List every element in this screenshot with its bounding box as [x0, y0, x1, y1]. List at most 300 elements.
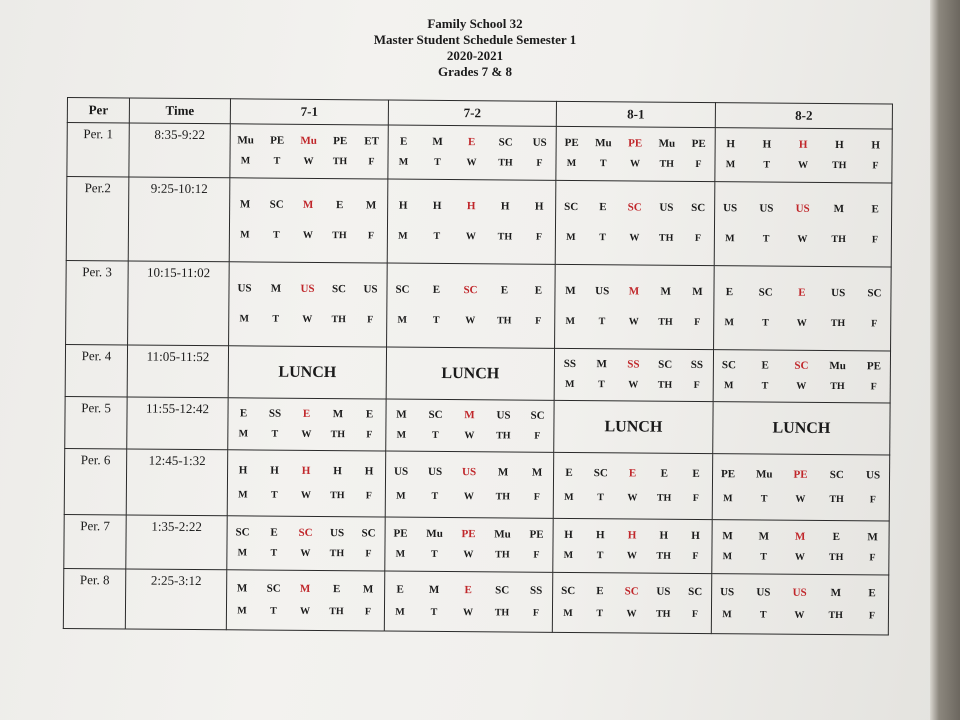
day-label: M	[564, 492, 574, 504]
class-cell	[715, 128, 892, 183]
subject-row	[389, 135, 556, 148]
period-time: 10:15-11:02	[128, 261, 230, 346]
day-label: TH	[830, 381, 845, 393]
subject-code: PE	[866, 360, 881, 373]
day-label: F	[692, 493, 699, 505]
subject-code: US	[461, 465, 477, 478]
day-label: W	[299, 606, 311, 618]
subject-code: Mu	[756, 468, 773, 481]
subject-code: M	[396, 408, 407, 421]
subject-code: US	[756, 586, 771, 599]
day-row	[712, 609, 888, 621]
subject-code: SC	[235, 525, 250, 539]
subject-code: SC	[266, 582, 281, 595]
subject-code: SC	[428, 408, 443, 421]
subject-code: E	[761, 359, 769, 372]
day-row	[228, 490, 385, 502]
table-row	[66, 260, 892, 350]
day-label: M	[398, 156, 409, 168]
subject-row	[386, 409, 553, 422]
day-label: W	[466, 157, 477, 169]
day-label: W	[463, 491, 474, 503]
day-row	[715, 233, 891, 245]
day-row	[556, 232, 714, 244]
col-header-7-2: 7-2	[388, 100, 556, 126]
subject-code: SC	[691, 201, 706, 214]
subject-row	[715, 202, 891, 215]
class-cell	[388, 125, 556, 180]
subject-code: SC	[624, 585, 639, 598]
day-label: TH	[659, 158, 674, 171]
subject-code: E	[798, 286, 806, 299]
subject-code: H	[762, 138, 772, 151]
subject-row	[386, 527, 553, 540]
subject-code: M	[867, 530, 878, 544]
period-label: Per. 8	[63, 568, 125, 628]
day-label: F	[536, 158, 543, 170]
subject-code: M	[628, 285, 640, 298]
table-row	[66, 177, 892, 267]
period-time: 11:05-11:52	[127, 345, 228, 398]
subject-code: M	[758, 530, 770, 543]
subject-row	[714, 359, 890, 372]
subject-code: SC	[829, 468, 844, 481]
subject-code: Mu	[300, 134, 317, 147]
class-cell	[227, 450, 386, 517]
subject-code: US	[532, 136, 547, 149]
subject-code: US	[831, 286, 846, 299]
class-cell	[229, 262, 388, 347]
day-label: T	[596, 550, 604, 562]
day-row	[385, 607, 552, 619]
day-label: M	[237, 605, 247, 617]
class-cell	[230, 124, 388, 179]
subject-row	[557, 137, 715, 150]
day-label: F	[869, 494, 876, 506]
day-label: T	[272, 313, 280, 325]
day-label: W	[629, 232, 640, 244]
subject-code: E	[534, 284, 543, 297]
subject-code: SC	[658, 358, 673, 371]
day-label: W	[626, 550, 637, 562]
table-row	[64, 514, 889, 574]
day-label: F	[534, 430, 541, 442]
day-label: F	[533, 549, 540, 562]
subject-code: M	[299, 582, 311, 595]
day-label: F	[695, 159, 702, 171]
day-label: W	[626, 608, 637, 620]
subject-code: SC	[331, 282, 347, 295]
day-label: W	[463, 549, 474, 561]
day-label: TH	[656, 550, 671, 563]
day-label: T	[270, 547, 278, 559]
subject-code: M	[464, 409, 475, 422]
subject-code: SC	[395, 283, 410, 296]
subject-code: Mu	[494, 528, 511, 541]
day-label: T	[431, 491, 439, 503]
subject-code: PE	[793, 468, 808, 481]
day-label: F	[532, 607, 540, 620]
class-cell	[712, 454, 890, 521]
day-label: M	[240, 229, 250, 241]
day-row	[227, 606, 384, 618]
subject-code: E	[270, 526, 278, 539]
period-label: Per. 1	[67, 123, 129, 177]
day-label: T	[270, 489, 278, 501]
day-label: TH	[495, 549, 510, 561]
day-label: TH	[658, 316, 673, 329]
subject-code: US	[656, 585, 671, 598]
day-label: TH	[829, 494, 844, 506]
day-label: M	[563, 608, 573, 620]
subject-row	[228, 526, 385, 539]
day-label: T	[431, 429, 439, 441]
subject-code: M	[497, 466, 509, 479]
class-cell	[228, 398, 386, 451]
day-label: TH	[498, 157, 513, 169]
day-label: M	[395, 548, 406, 560]
day-row	[387, 315, 554, 327]
class-cell	[227, 516, 385, 571]
day-label: F	[367, 314, 374, 326]
subject-code: H	[238, 464, 248, 477]
subject-code: E	[365, 408, 374, 421]
day-label: W	[301, 428, 312, 440]
subject-code: PE	[564, 136, 579, 149]
subject-row	[385, 583, 552, 596]
day-label: F	[367, 230, 375, 242]
day-label: M	[396, 429, 407, 441]
subject-code: SC	[463, 283, 478, 296]
day-label: TH	[656, 492, 672, 505]
subject-code: M	[362, 582, 374, 596]
day-label: W	[300, 490, 311, 502]
day-label: TH	[330, 490, 345, 502]
day-label: F	[869, 552, 876, 564]
subject-code: SC	[593, 466, 608, 479]
day-label: W	[627, 492, 638, 504]
day-label: F	[868, 610, 876, 622]
subject-row	[227, 582, 384, 595]
subject-code: SS	[268, 407, 282, 420]
class-cell	[553, 518, 712, 573]
day-row	[386, 430, 553, 442]
day-label: F	[365, 548, 372, 560]
day-label: M	[722, 609, 732, 621]
day-row	[553, 608, 711, 620]
subject-code: US	[720, 585, 735, 598]
day-label: W	[629, 158, 641, 170]
day-label: TH	[496, 430, 511, 442]
subject-code: E	[467, 135, 476, 148]
day-label: TH	[830, 318, 846, 330]
class-cell	[711, 574, 888, 635]
day-row	[229, 314, 386, 326]
day-row	[388, 157, 555, 169]
subject-code: PE	[628, 137, 643, 150]
day-row	[386, 491, 553, 503]
period-time: 2:25-3:12	[125, 569, 226, 630]
day-label: F	[535, 315, 542, 328]
subject-code: M	[428, 583, 440, 596]
day-label: M	[238, 489, 248, 501]
subject-code: SC	[758, 286, 773, 299]
day-label: W	[628, 316, 639, 328]
day-row	[228, 428, 385, 440]
subject-row	[716, 138, 892, 151]
day-label: TH	[496, 315, 512, 327]
table-row	[64, 448, 889, 520]
subject-code: SC	[627, 201, 642, 214]
class-cell	[714, 182, 892, 267]
day-label: T	[434, 157, 441, 169]
subject-code: Mu	[426, 527, 443, 540]
day-label: TH	[329, 606, 344, 618]
day-label: W	[465, 315, 476, 327]
col-header-8-1: 8-1	[556, 101, 715, 127]
day-label: M	[566, 158, 577, 170]
day-row	[230, 156, 387, 168]
subject-row	[554, 528, 712, 541]
day-row	[555, 379, 713, 391]
day-label: F	[533, 491, 540, 504]
class-cell	[555, 264, 715, 349]
day-label: W	[794, 552, 805, 564]
day-label: T	[430, 607, 438, 619]
subject-code: H	[726, 137, 735, 150]
schedule-table	[63, 97, 893, 635]
subject-code: SC	[361, 526, 376, 540]
subject-code: E	[432, 283, 441, 296]
table-row	[67, 123, 892, 183]
class-cell	[552, 572, 711, 633]
day-label: W	[300, 548, 311, 560]
day-label: F	[368, 156, 375, 168]
subject-code: SC	[561, 584, 576, 597]
period-label: Per. 6	[64, 448, 127, 514]
day-label: W	[796, 380, 807, 392]
period-time: 9:25-10:12	[128, 177, 230, 262]
subject-code: SC	[564, 200, 579, 213]
subject-code: E	[239, 407, 248, 420]
day-row	[385, 549, 552, 561]
subject-code: E	[332, 582, 341, 595]
subject-code: SS	[627, 358, 640, 371]
subject-code: H	[627, 529, 637, 542]
subject-code: E	[335, 198, 344, 211]
day-label: T	[762, 317, 769, 329]
day-label: M	[725, 159, 736, 171]
subject-code: H	[534, 200, 544, 213]
subject-code: US	[595, 284, 610, 297]
period-label: Per. 7	[64, 514, 126, 568]
day-label: T	[760, 551, 768, 563]
day-label: M	[565, 316, 576, 328]
period-time: 8:35-9:22	[129, 123, 230, 178]
subject-row	[230, 198, 387, 211]
subject-row	[228, 464, 385, 477]
subject-code: H	[301, 464, 311, 477]
subject-code: M	[365, 199, 377, 212]
subject-code: M	[660, 285, 671, 298]
day-row	[714, 380, 890, 392]
subject-row	[554, 466, 712, 479]
col-header-7-1: 7-1	[230, 99, 388, 125]
subject-code: PE	[333, 134, 348, 147]
subject-code: E	[871, 202, 879, 216]
day-label: F	[870, 381, 877, 393]
day-label: T	[763, 159, 771, 171]
subject-row	[388, 199, 555, 212]
subject-row	[229, 282, 386, 295]
day-label: F	[871, 318, 878, 330]
subject-code: E	[628, 467, 637, 480]
subject-code: US	[865, 468, 881, 482]
day-label: TH	[329, 548, 345, 560]
day-label: T	[433, 231, 441, 243]
day-label: TH	[655, 608, 671, 621]
school-name: Family School 32	[427, 16, 523, 31]
day-label: T	[761, 380, 769, 392]
subject-code: ET	[364, 134, 380, 148]
day-label: F	[872, 160, 879, 172]
class-cell	[384, 571, 552, 632]
subject-code: US	[723, 201, 738, 214]
subject-code: H	[364, 465, 374, 478]
subject-code: M	[239, 198, 251, 211]
subject-code: SC	[530, 409, 545, 422]
subject-code: M	[531, 466, 543, 479]
day-label: TH	[828, 610, 843, 622]
period-time: 11:55-12:42	[127, 397, 228, 450]
grades-label: Grades 7 & 8	[437, 64, 513, 79]
subject-code: E	[464, 583, 472, 596]
subject-code: H	[798, 138, 808, 151]
day-row	[715, 159, 891, 171]
day-label: F	[365, 490, 372, 502]
day-label: M	[238, 428, 249, 440]
subject-code: M	[270, 282, 282, 295]
day-label: TH	[497, 231, 513, 243]
day-label: TH	[494, 607, 510, 619]
day-label: T	[271, 428, 279, 440]
day-label: W	[303, 156, 314, 168]
subject-code: M	[565, 284, 576, 297]
subject-code: E	[396, 583, 404, 596]
schedule-header	[0, 16, 950, 80]
day-label: W	[462, 607, 474, 619]
subject-row	[387, 283, 554, 296]
day-label: M	[395, 606, 405, 618]
subject-code: M	[794, 530, 806, 543]
day-label: TH	[495, 491, 511, 503]
day-label: W	[796, 318, 807, 330]
subject-code: H	[432, 199, 442, 212]
day-label: W	[464, 430, 475, 442]
subject-code: E	[725, 285, 734, 298]
day-label: TH	[331, 314, 347, 326]
class-cell	[385, 517, 553, 572]
subject-code: M	[302, 198, 314, 211]
subject-code: H	[500, 200, 510, 213]
day-label: T	[270, 605, 277, 617]
day-row	[713, 493, 889, 505]
subject-row	[228, 407, 385, 420]
day-label: W	[628, 379, 639, 391]
class-cell	[556, 126, 715, 181]
subject-code: H	[564, 528, 573, 541]
subject-row	[713, 468, 889, 481]
class-cell	[555, 180, 715, 265]
day-label: T	[273, 229, 280, 241]
day-label: W	[797, 234, 808, 246]
period-label: Per. 5	[65, 396, 127, 448]
subject-code: SS	[563, 357, 577, 371]
subject-code: E	[660, 467, 669, 480]
lunch-cell: LUNCH	[386, 347, 554, 400]
subject-code: US	[496, 409, 511, 422]
subject-code: Mu	[595, 136, 612, 149]
class-cell	[714, 266, 892, 351]
subject-row	[713, 530, 889, 543]
day-label: TH	[330, 429, 346, 441]
day-label: M	[566, 232, 576, 244]
subject-row	[386, 465, 553, 478]
col-header-per: Per	[67, 98, 129, 123]
subject-code: PE	[393, 527, 408, 540]
day-label: M	[239, 313, 250, 325]
day-row	[388, 231, 555, 243]
day-label: W	[794, 610, 805, 622]
subject-code: US	[363, 282, 378, 296]
day-label: M	[564, 378, 575, 390]
subject-code: M	[692, 285, 703, 298]
subject-code: PE	[529, 528, 544, 541]
school-year: 2020-2021	[446, 48, 504, 63]
subject-code: US	[795, 202, 810, 215]
class-cell	[554, 348, 713, 401]
day-label: M	[722, 551, 733, 563]
day-label: TH	[658, 232, 674, 245]
subject-row	[556, 201, 714, 214]
subject-code: M	[332, 408, 344, 421]
day-label: M	[723, 380, 734, 392]
day-label: TH	[657, 379, 673, 391]
period-label: Per. 3	[66, 260, 129, 344]
subject-code: M	[432, 135, 443, 148]
day-row	[227, 548, 384, 560]
day-label: T	[599, 232, 607, 244]
subject-code: PE	[461, 527, 476, 540]
subject-code: M	[833, 202, 845, 215]
subject-code: M	[722, 529, 733, 542]
subject-code: SC	[688, 585, 703, 598]
day-label: W	[302, 314, 313, 326]
subject-code: E	[599, 200, 607, 213]
day-label: T	[596, 608, 604, 620]
day-label: F	[692, 551, 699, 563]
day-label: W	[465, 231, 476, 243]
subject-code: SC	[867, 286, 882, 300]
day-row	[712, 551, 888, 563]
class-cell	[387, 263, 556, 348]
day-row	[553, 550, 711, 562]
day-label: M	[397, 314, 408, 326]
subject-code: H	[398, 199, 408, 212]
class-cell	[553, 452, 713, 519]
day-label: F	[535, 231, 543, 244]
lunch-cell: LUNCH	[713, 402, 890, 455]
